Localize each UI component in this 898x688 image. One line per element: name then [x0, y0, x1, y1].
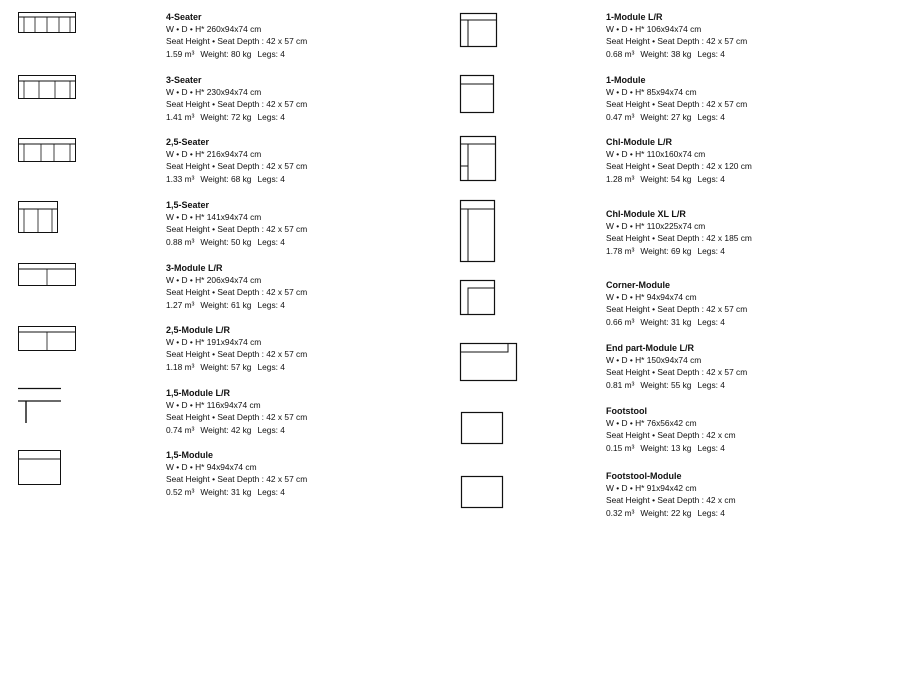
dims-line — [166, 336, 307, 348]
legs-value: Legs: 4 — [257, 236, 285, 247]
dims-line — [606, 482, 736, 494]
volume-value: 1.78 m³ — [606, 245, 635, 256]
weight-value: Weight: 42 kg — [200, 424, 252, 435]
two-half-module-icon — [18, 326, 76, 352]
seat-label: Seat Height • Seat Depth : — [166, 474, 264, 485]
seat-label: Seat Height • Seat Depth : — [166, 161, 264, 172]
legs-value: Legs: 4 — [257, 486, 285, 497]
dims-value: 76x56x42 cm — [646, 418, 697, 428]
weight-value: Weight: 13 kg — [640, 442, 692, 453]
specs-line — [606, 379, 747, 391]
product-text — [606, 405, 736, 454]
product-name: 1,5-Module L/R — [166, 388, 231, 398]
dims-label: W • D • H* — [166, 462, 205, 472]
seat-line — [606, 160, 752, 172]
weight-value: Weight: 31 kg — [200, 486, 252, 497]
dims-line — [166, 23, 307, 35]
volume-value: 0.74 m³ — [166, 424, 195, 435]
product-text — [606, 279, 747, 328]
product-text — [166, 11, 307, 60]
specs-line — [606, 173, 752, 185]
seat-line — [166, 473, 307, 485]
dims-line — [166, 274, 307, 286]
product-text — [166, 199, 307, 248]
dims-line — [166, 86, 307, 98]
weight-value: Weight: 31 kg — [640, 316, 692, 327]
dims-line — [606, 23, 747, 35]
seat-label: Seat Height • Seat Depth : — [166, 99, 264, 110]
specs-line — [166, 173, 307, 185]
specs-line — [606, 111, 747, 123]
product-text — [606, 11, 747, 60]
seat-label: Seat Height • Seat Depth : — [606, 367, 704, 378]
dims-value: 260x94x74 cm — [206, 24, 262, 34]
specs-line — [606, 48, 747, 60]
specs-line — [166, 236, 307, 248]
legs-value: Legs: 4 — [697, 442, 725, 453]
legs-value: Legs: 4 — [697, 379, 725, 390]
chaise-module-xl-icon — [460, 200, 498, 263]
dims-value: 191x94x74 cm — [206, 337, 262, 347]
weight-value: Weight: 27 kg — [640, 111, 692, 122]
legs-value: Legs: 4 — [257, 361, 285, 372]
seat-value: 42 x cm — [706, 495, 736, 506]
seat-line — [166, 348, 307, 360]
seat-line — [166, 286, 307, 298]
specs-line — [166, 111, 307, 123]
dims-value: 230x94x74 cm — [206, 87, 262, 97]
volume-value: 1.59 m³ — [166, 48, 195, 59]
legs-value: Legs: 4 — [257, 48, 285, 59]
dims-label: W • D • H* — [606, 221, 645, 231]
dims-value: 141x94x74 cm — [206, 212, 262, 222]
dims-value: 116x94x74 cm — [206, 400, 261, 410]
seat-line — [606, 98, 747, 110]
seat-line — [606, 35, 747, 47]
weight-value: Weight: 80 kg — [200, 48, 252, 59]
dims-line — [606, 148, 752, 160]
dims-label: W • D • H* — [606, 149, 645, 159]
one-module-lr-icon — [460, 13, 498, 48]
seat-value: 42 x 57 cm — [706, 304, 748, 315]
seat-value: 42 x 57 cm — [266, 99, 308, 110]
dims-value: 110x160x74 cm — [646, 149, 706, 159]
seat-line — [606, 494, 736, 506]
dims-label: W • D • H* — [606, 355, 645, 365]
legs-value: Legs: 4 — [257, 424, 285, 435]
seat-value: 42 x 57 cm — [266, 474, 308, 485]
specs-line — [166, 361, 307, 373]
product-name: Chl-Module XL L/R — [606, 209, 686, 219]
dims-value: 85x94x74 cm — [646, 87, 697, 97]
weight-value: Weight: 69 kg — [640, 245, 692, 256]
chaise-module-icon — [460, 136, 498, 182]
seat-label: Seat Height • Seat Depth : — [606, 161, 704, 172]
product-text — [166, 262, 307, 311]
legs-value: Legs: 4 — [697, 507, 725, 518]
one-half-seater-icon — [18, 201, 59, 234]
legs-value: Legs: 4 — [697, 316, 725, 327]
product-name: Corner-Module — [606, 280, 670, 290]
weight-value: Weight: 54 kg — [640, 173, 692, 184]
seat-label: Seat Height • Seat Depth : — [606, 430, 704, 441]
weight-value: Weight: 57 kg — [200, 361, 252, 372]
volume-value: 1.41 m³ — [166, 111, 195, 122]
legs-value: Legs: 4 — [257, 173, 285, 184]
product-name: 1,5-Seater — [166, 200, 210, 210]
product-name: 3-Seater — [166, 75, 202, 85]
dims-label: W • D • H* — [166, 337, 205, 347]
product-name: 1-Module L/R — [606, 12, 663, 22]
product-name: 3-Module L/R — [166, 263, 223, 273]
dims-line — [606, 417, 736, 429]
footstool-module-icon — [461, 476, 504, 509]
three-seater-icon — [18, 75, 76, 100]
volume-value: 0.15 m³ — [606, 442, 635, 453]
weight-value: Weight: 68 kg — [200, 173, 252, 184]
volume-value: 0.68 m³ — [606, 48, 635, 59]
product-text — [606, 342, 747, 391]
product-name: Chl-Module L/R — [606, 137, 672, 147]
product-name: 2,5-Seater — [166, 137, 210, 147]
two-half-seater-icon — [18, 138, 76, 163]
product-text — [166, 136, 307, 185]
seat-value: 42 x 57 cm — [706, 36, 748, 47]
weight-value: Weight: 61 kg — [200, 299, 252, 310]
product-name: 1-Module — [606, 75, 646, 85]
dims-line — [166, 148, 307, 160]
four-seater-icon — [18, 12, 76, 34]
seat-label: Seat Height • Seat Depth : — [166, 412, 264, 423]
seat-line — [166, 411, 307, 423]
product-text — [606, 470, 736, 519]
volume-value: 0.32 m³ — [606, 507, 635, 518]
one-module-icon — [460, 75, 495, 114]
volume-value: 0.81 m³ — [606, 379, 635, 390]
seat-label: Seat Height • Seat Depth : — [606, 99, 704, 110]
seat-label: Seat Height • Seat Depth : — [166, 224, 264, 235]
seat-label: Seat Height • Seat Depth : — [166, 36, 264, 47]
seat-line — [606, 232, 752, 244]
specs-line — [606, 316, 747, 328]
weight-value: Weight: 55 kg — [640, 379, 692, 390]
seat-line — [606, 303, 747, 315]
specs-line — [606, 245, 752, 257]
dims-label: W • D • H* — [166, 24, 205, 34]
seat-value: 42 x 120 cm — [706, 161, 752, 172]
dims-label: W • D • H* — [166, 149, 205, 159]
seat-line — [166, 35, 307, 47]
seat-label: Seat Height • Seat Depth : — [166, 287, 264, 298]
legs-value: Legs: 4 — [697, 111, 725, 122]
dims-label: W • D • H* — [166, 400, 205, 410]
product-text — [166, 74, 307, 123]
dims-label: W • D • H* — [606, 292, 645, 302]
seat-line — [166, 223, 307, 235]
dims-label: W • D • H* — [166, 275, 205, 285]
dims-value: 206x94x74 cm — [206, 275, 262, 285]
three-module-icon — [18, 263, 76, 287]
legs-value: Legs: 4 — [697, 173, 725, 184]
end-part-module-icon — [460, 343, 518, 382]
seat-label: Seat Height • Seat Depth : — [606, 36, 704, 47]
product-text — [166, 324, 307, 373]
one-half-module-lr-icon — [18, 388, 62, 424]
product-name: 4-Seater — [166, 12, 202, 22]
corner-module-icon — [460, 280, 496, 316]
dims-line — [166, 461, 307, 473]
specs-line — [166, 48, 307, 60]
volume-value: 0.88 m³ — [166, 236, 195, 247]
weight-value: Weight: 50 kg — [200, 236, 252, 247]
volume-value: 1.28 m³ — [606, 173, 635, 184]
seat-label: Seat Height • Seat Depth : — [606, 495, 704, 506]
dims-value: 94x94x74 cm — [646, 292, 697, 302]
seat-line — [166, 98, 307, 110]
dims-value: 94x94x74 cm — [206, 462, 257, 472]
seat-value: 42 x 57 cm — [266, 161, 308, 172]
specs-line — [606, 442, 736, 454]
dims-label: W • D • H* — [166, 212, 205, 222]
product-text — [606, 74, 747, 123]
seat-value: 42 x 57 cm — [266, 412, 308, 423]
seat-line — [606, 429, 736, 441]
dims-line — [606, 291, 747, 303]
seat-value: 42 x cm — [706, 430, 736, 441]
volume-value: 1.33 m³ — [166, 173, 195, 184]
seat-line — [166, 160, 307, 172]
product-name: End part-Module L/R — [606, 343, 694, 353]
seat-label: Seat Height • Seat Depth : — [606, 304, 704, 315]
dims-value: 150x94x74 cm — [646, 355, 702, 365]
specs-line — [606, 507, 736, 519]
dims-line — [606, 220, 752, 232]
product-text — [606, 208, 752, 257]
legs-value: Legs: 4 — [697, 245, 725, 256]
product-text — [606, 136, 752, 185]
seat-value: 42 x 57 cm — [266, 224, 308, 235]
dims-line — [166, 399, 307, 411]
seat-label: Seat Height • Seat Depth : — [166, 349, 264, 360]
seat-value: 42 x 57 cm — [266, 287, 308, 298]
product-text — [166, 387, 307, 436]
footstool-icon — [461, 412, 504, 445]
legs-value: Legs: 4 — [697, 48, 725, 59]
product-name: 2,5-Module L/R — [166, 325, 231, 335]
product-text — [166, 449, 307, 498]
product-name: Footstool — [606, 406, 647, 416]
dims-line — [166, 211, 307, 223]
one-half-module-icon — [18, 450, 62, 486]
dims-line — [606, 86, 747, 98]
weight-value: Weight: 72 kg — [200, 111, 252, 122]
dims-value: 216x94x74 cm — [206, 149, 262, 159]
weight-value: Weight: 22 kg — [640, 507, 692, 518]
specs-line — [166, 486, 307, 498]
weight-value: Weight: 38 kg — [640, 48, 692, 59]
legs-value: Legs: 4 — [257, 299, 285, 310]
seat-value: 42 x 57 cm — [706, 99, 748, 110]
dims-label: W • D • H* — [166, 87, 205, 97]
product-name: Footstool-Module — [606, 471, 682, 481]
volume-value: 1.18 m³ — [166, 361, 195, 372]
dims-line — [606, 354, 747, 366]
seat-value: 42 x 185 cm — [706, 233, 752, 244]
seat-line — [606, 366, 747, 378]
dims-label: W • D • H* — [606, 87, 645, 97]
seat-label: Seat Height • Seat Depth : — [606, 233, 704, 244]
specs-line — [166, 299, 307, 311]
seat-value: 42 x 57 cm — [266, 349, 308, 360]
dims-value: 110x225x74 cm — [646, 221, 706, 231]
volume-value: 0.52 m³ — [166, 486, 195, 497]
seat-value: 42 x 57 cm — [266, 36, 308, 47]
volume-value: 1.27 m³ — [166, 299, 195, 310]
volume-value: 0.66 m³ — [606, 316, 635, 327]
dims-label: W • D • H* — [606, 483, 645, 493]
product-name: 1,5-Module — [166, 450, 214, 460]
legs-value: Legs: 4 — [257, 111, 285, 122]
dims-value: 91x94x42 cm — [646, 483, 697, 493]
dims-label: W • D • H* — [606, 24, 645, 34]
seat-value: 42 x 57 cm — [706, 367, 748, 378]
volume-value: 0.47 m³ — [606, 111, 635, 122]
dims-value: 106x94x74 cm — [646, 24, 702, 34]
specs-line — [166, 424, 307, 436]
dims-label: W • D • H* — [606, 418, 645, 428]
